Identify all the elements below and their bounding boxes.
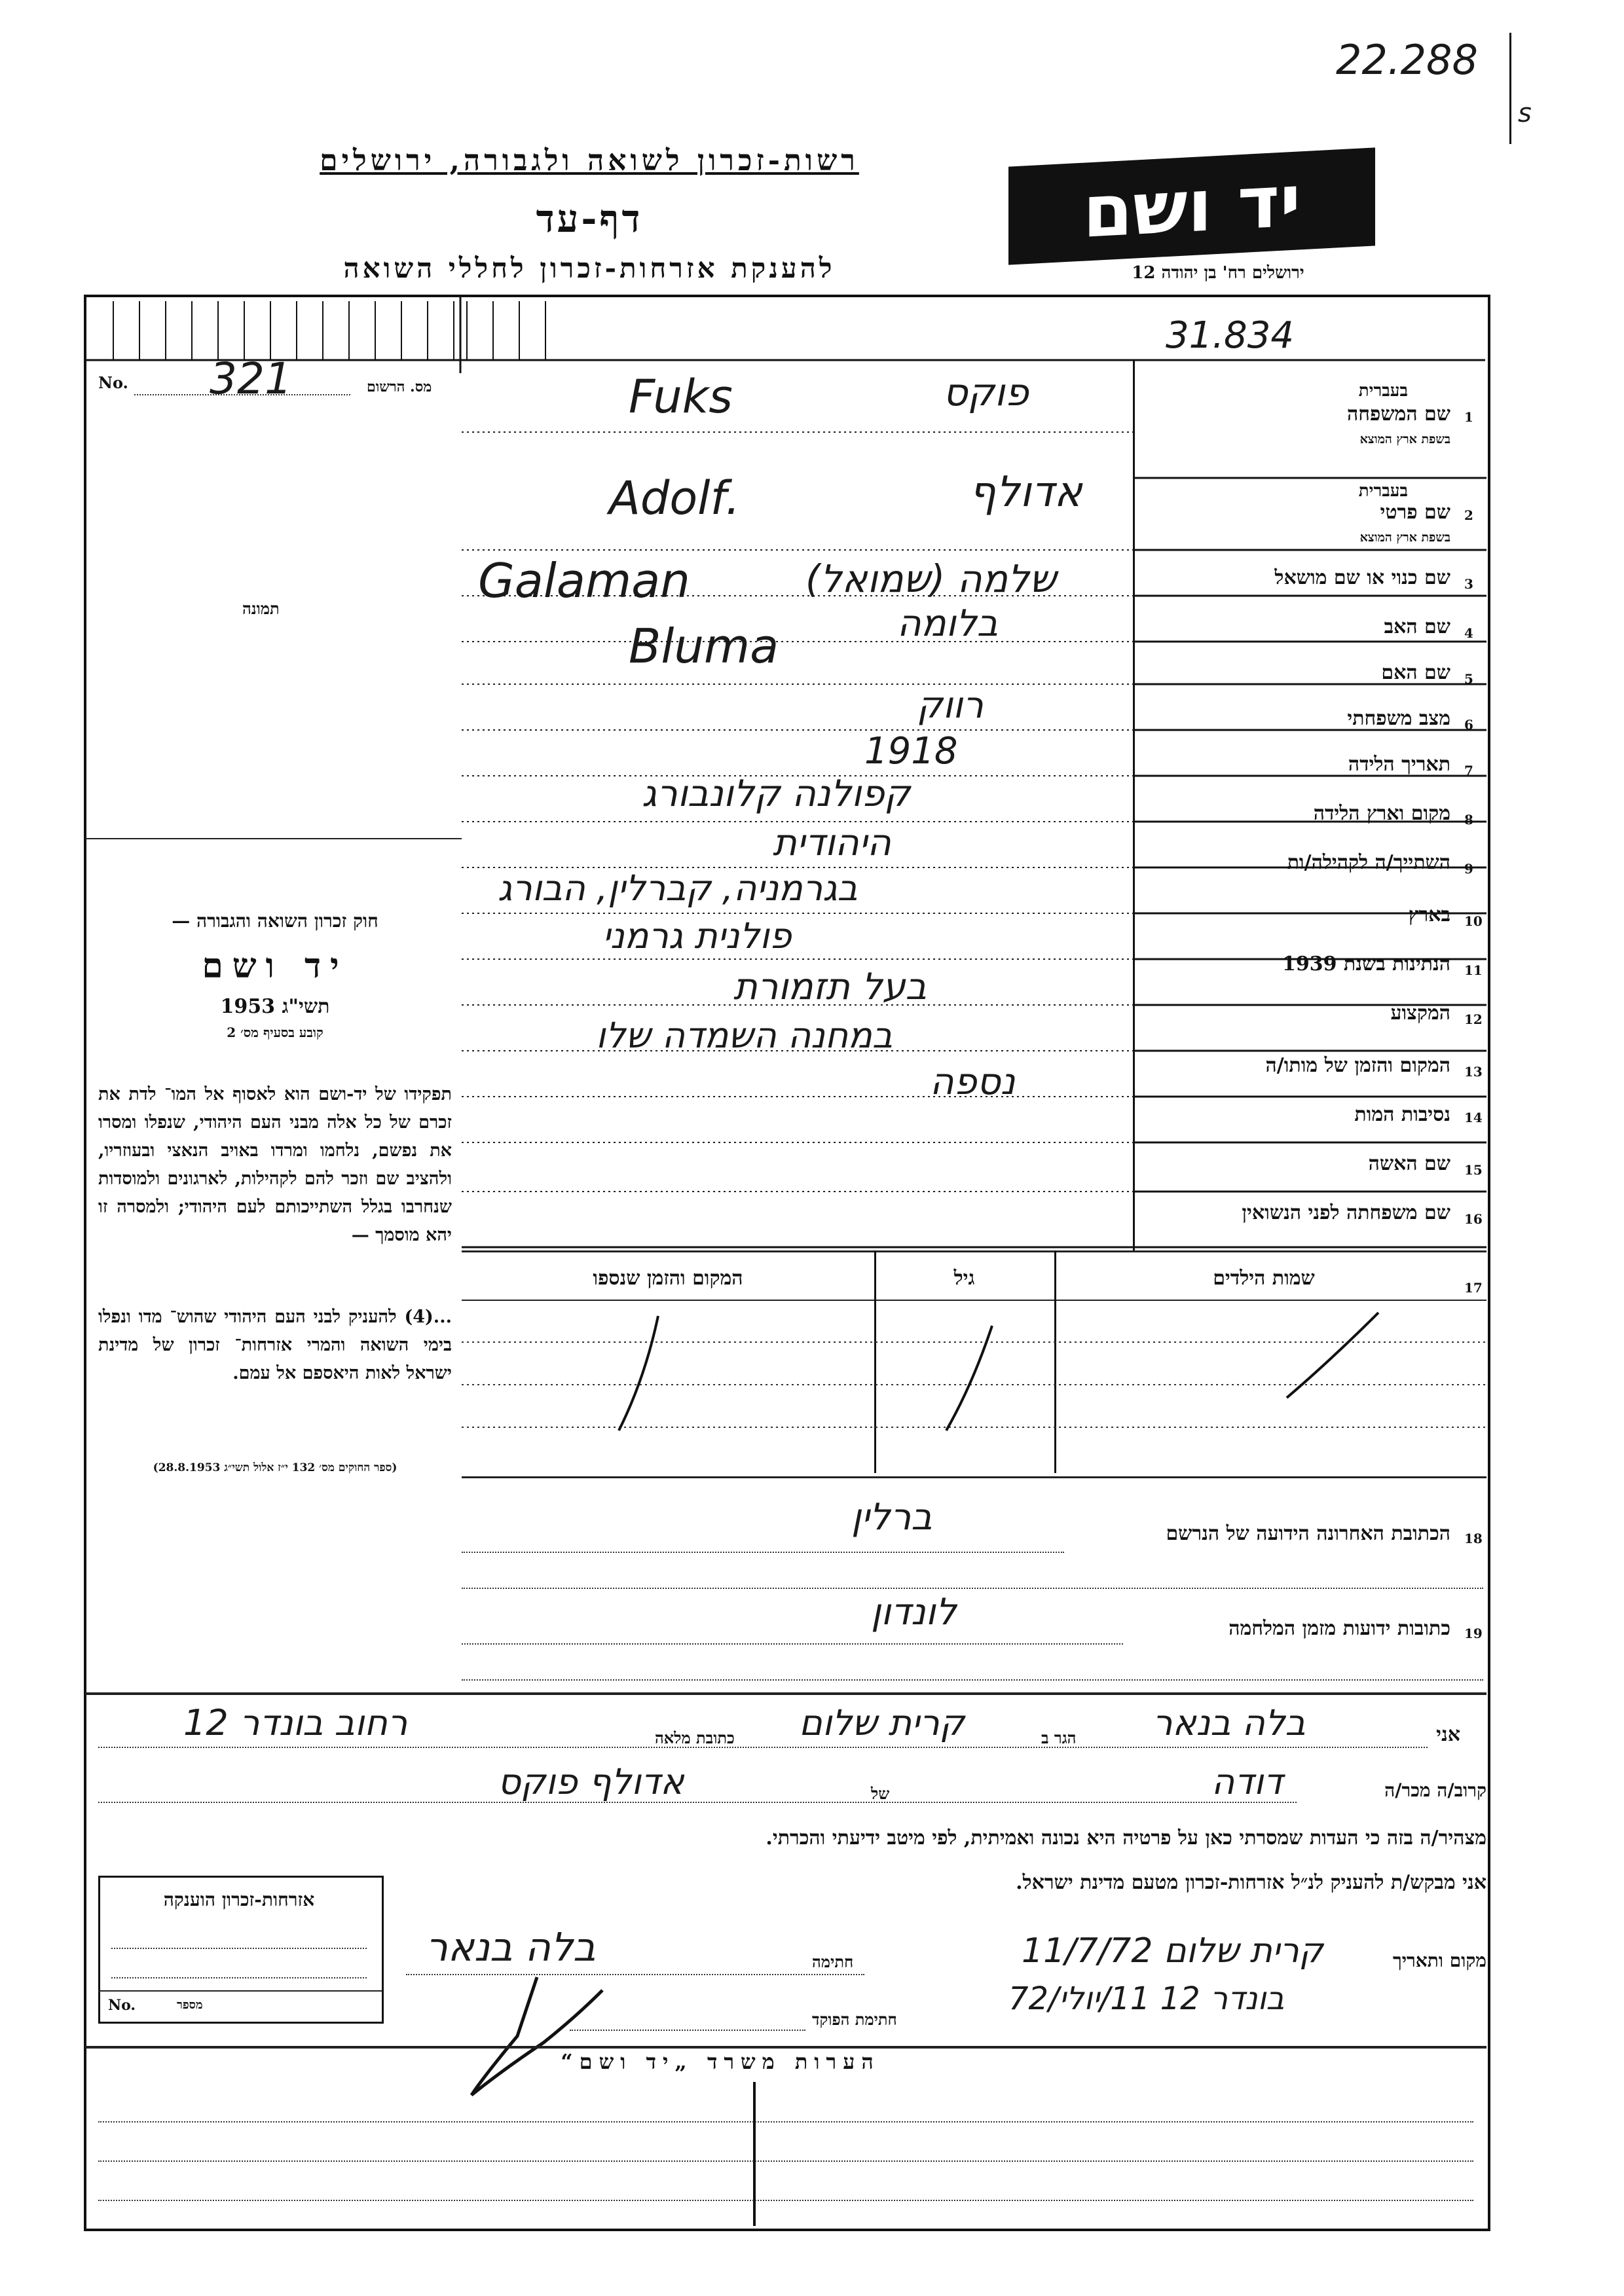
field-9-label: השתייך/ה לקהילה/ות <box>1287 851 1450 874</box>
declaration-top-line <box>85 1692 1486 1695</box>
file-number: 31.834 <box>1166 314 1294 357</box>
field-2-label: שם פרטי <box>1380 501 1450 524</box>
field-7-number: 7 <box>1464 763 1473 778</box>
field-18-line-2 <box>462 1588 1483 1589</box>
decl-relation-label: קרוב/ה מכר/ה <box>1384 1779 1486 1801</box>
official-signature-mark <box>458 1964 629 2108</box>
field-17-number: 17 <box>1464 1280 1483 1296</box>
field-4-value-he: בלומה <box>897 602 999 645</box>
grant-box-title: אזרחות-זכרון הוענקה <box>163 1889 315 1910</box>
field-2-number: 2 <box>1464 507 1473 523</box>
decl-addr-label: כתובת מלאה <box>655 1728 735 1747</box>
field-8-value: קפולנה קלונבורג <box>642 773 911 815</box>
grant-box-num-label: מספר <box>177 1998 203 2012</box>
signature-label: חתימה <box>812 1952 854 1971</box>
decl-prefix: אני <box>1436 1723 1460 1746</box>
field-18-number: 18 <box>1464 1531 1483 1546</box>
law-name: יד ושם <box>202 946 348 986</box>
archive-side-mark: s <box>1518 98 1532 128</box>
law-paragraph-1: תפקידו של יד-ושם הוא לאסוף אל המו־ לדת את זכרם של כל אלה מבני העם היהודי, שנפלו ומסרו את נפשם, נלחמו ומרדו באויב הנאצי ובעוזריו, ולהציב שם וזכר להם לקהילות, לארגונים ולמוסדות שנחרבו בגלל השתייכותם לעם היהודי; ולמסרה זו יהא מוסמך — <box>98 1084 452 1245</box>
field-6-value-he: רווק <box>917 684 984 727</box>
law-paragraph-2: ...(4) להעניק לבני העם היהודי שהוש־ מדו ונפלו בימי השואה והמרי אזרחות־ זכרון של מדינת ישראל לאות היאספם אל עמם. <box>98 1307 452 1383</box>
children-col-names: שמות הילדים <box>1213 1267 1315 1290</box>
children-col-age: גיל <box>953 1267 975 1290</box>
logo-text: יד ושם <box>1082 158 1301 254</box>
field-6-label: מצב משפחתי <box>1347 707 1450 730</box>
field-3-label: שם כנוי או שם מושאל <box>1274 566 1450 589</box>
remarks-line-1 <box>98 2121 1473 2123</box>
field-1-hint-he: בעברית <box>1358 381 1408 401</box>
law-year: תשי"ג 1953 <box>220 995 330 1018</box>
place-date-value-2: בונדר 12 11/יולי/72 <box>1008 1980 1285 2017</box>
field-9-number: 9 <box>1464 861 1473 877</box>
remarks-line-3 <box>98 2200 1473 2201</box>
field-1-value-he: פוקס <box>943 370 1029 414</box>
field-1-value-orig: Fuks <box>629 370 733 424</box>
field-14-value: נספה <box>930 1061 1016 1103</box>
remarks-top-line <box>85 2046 1486 2049</box>
reg-prefix: No. <box>98 373 128 392</box>
field-8-label: מקום וארץ הלידה <box>1313 802 1450 825</box>
field-10-number: 10 <box>1464 913 1483 929</box>
field-15-number: 15 <box>1464 1162 1483 1178</box>
decl-of: של <box>871 1784 890 1803</box>
decl-statement-1: מצהיר/ה בזה כי העדות שמסרתי כאן על פרטיה היא נכונה ואמיתית, לפי מיטב ידיעתי והכרתי. <box>766 1827 1486 1850</box>
field-6-number: 6 <box>1464 717 1473 733</box>
field-19-label: כתובות ידועות מזמן המלחמה <box>1228 1617 1450 1640</box>
grant-box-divider <box>98 1990 382 1992</box>
field-18-value: ברלין <box>851 1496 932 1539</box>
remarks-line-2 <box>98 2160 1473 2162</box>
field-15-label: שם האשה <box>1368 1152 1450 1175</box>
reg-label: מס. הרשום <box>367 378 432 395</box>
children-rows <box>462 1300 1486 1476</box>
field-18-label: הכתובת האחרונה הידועה של הנרשם <box>1166 1522 1450 1545</box>
children-top-line <box>462 1250 1486 1252</box>
field-11-label: הנתינות בשנת 1939 <box>1282 953 1450 975</box>
field-10-label: בארץ <box>1408 903 1450 926</box>
children-bottom-line <box>462 1476 1486 1478</box>
field-5-label: שם האם <box>1381 661 1450 684</box>
field-16-label: שם משפחתה לפני הנשואין <box>1242 1201 1450 1224</box>
authority-name: רשות-זכרון לשואה ולגבורה, ירושלים <box>320 144 859 177</box>
photo-bottom-line <box>85 838 462 839</box>
law-clause: קובע בסעיף מס׳ 2 <box>227 1025 323 1040</box>
field-4-number: 4 <box>1464 625 1473 641</box>
signature: בלה בנאר <box>426 1925 596 1971</box>
field-3-value-orig: Galaman <box>478 553 690 608</box>
grant-box-no: No. <box>108 1997 136 2014</box>
place-date-value: קרית שלום 11/7/72 <box>1022 1931 1323 1971</box>
grant-box-line-1 <box>111 1948 367 1949</box>
decl-relation: דודה <box>1211 1761 1283 1802</box>
official-signature-label: חתימת הפוקד <box>812 2010 897 2029</box>
field-8-number: 8 <box>1464 812 1473 828</box>
field-13-number: 13 <box>1464 1064 1483 1080</box>
field-2-hint-orig: בשפת ארץ המוצא <box>1359 530 1450 545</box>
field-10-value: בגרמניה, קברלין, הבורג <box>498 867 858 909</box>
field-18-line <box>462 1552 1064 1553</box>
field-11-value: פולנית גרמני <box>602 915 792 957</box>
field-3-number: 3 <box>1464 576 1473 592</box>
field-19-number: 19 <box>1464 1626 1483 1641</box>
field-14-number: 14 <box>1464 1110 1483 1125</box>
field-12-number: 12 <box>1464 1011 1483 1027</box>
form-title: דף-עד <box>536 196 643 241</box>
decl-mid: הגר ב <box>1041 1728 1077 1747</box>
field-19-line-2 <box>462 1679 1483 1681</box>
law-footnote: (ספר החוקים מס׳ 132 י״ז אלול תשי״ג 28.8.1953) <box>153 1461 397 1474</box>
field-19-value: לונדון <box>871 1591 957 1633</box>
remarks-title: הערות משרד „יד ושם“ <box>561 2049 880 2074</box>
decl-line-2 <box>98 1802 1297 1803</box>
children-col-place: המקום והזמן שנספו <box>593 1267 743 1290</box>
field-1-number: 1 <box>1464 409 1473 425</box>
decl-line-1 <box>98 1747 1428 1748</box>
field-11-number: 11 <box>1464 962 1483 978</box>
field-7-label: תאריך הלידה <box>1348 753 1450 776</box>
field-4-value-orig: Bluma <box>629 619 779 674</box>
field-2-hint-he: בעברית <box>1358 481 1408 501</box>
field-4-label: שם האב <box>1384 615 1450 638</box>
field-3-value-he: שלמה (שמואל) <box>805 556 1057 601</box>
decl-subject-name: אדולף פוקס <box>498 1761 684 1802</box>
photo-label: תמונה <box>242 599 280 618</box>
field-12-label: המקצוע <box>1390 1002 1450 1025</box>
decl-name: בלה בנאר <box>1153 1702 1306 1743</box>
logo-address: ירושלים רח' בן יהודה 12 <box>1132 263 1304 283</box>
field-13-value: במחנה השמדה שלו <box>596 1015 893 1056</box>
field-13-label: המקום והזמן של מותו/ה <box>1265 1054 1450 1077</box>
decl-address: רחוב בונדר 12 <box>183 1702 408 1743</box>
grant-box-line-2 <box>111 1977 367 1978</box>
field-2-value-orig: Adolf. <box>609 471 741 525</box>
field-19-line <box>462 1643 1123 1645</box>
form-subtitle: להענקת אזרחות-זכרון לחללי השואה <box>343 252 836 284</box>
field-9-value: היהודית <box>773 822 891 864</box>
law-heading: חוק זכרון השואה והגבורה — <box>172 910 378 932</box>
archive-divider <box>1509 33 1511 144</box>
field-5-number: 5 <box>1464 671 1473 687</box>
field-7-value: 1918 <box>864 730 958 773</box>
reg-number: 321 <box>210 354 292 404</box>
decl-city: קרית שלום <box>799 1702 965 1743</box>
field-14-label: נסיבות המות <box>1354 1103 1450 1126</box>
remarks-divider <box>753 2082 756 2226</box>
field-2-value-he: אדולף <box>969 468 1082 517</box>
decl-statement-2: אני מבקש/ת להעניק לנ״ל אזרחות-זכרון מטעם מדינת ישראל. <box>1016 1871 1486 1894</box>
field-1-hint-orig: בשפת ארץ המוצא <box>1359 432 1450 446</box>
field-12-value: בעל תזמורת <box>733 966 927 1008</box>
field-1-label: שם המשפחה <box>1346 403 1450 426</box>
yad-vashem-logo <box>1008 147 1375 264</box>
archive-number: 22.288 <box>1336 36 1478 84</box>
place-date-label: מקום ותאריך <box>1392 1950 1486 1971</box>
field-16-number: 16 <box>1464 1211 1483 1227</box>
